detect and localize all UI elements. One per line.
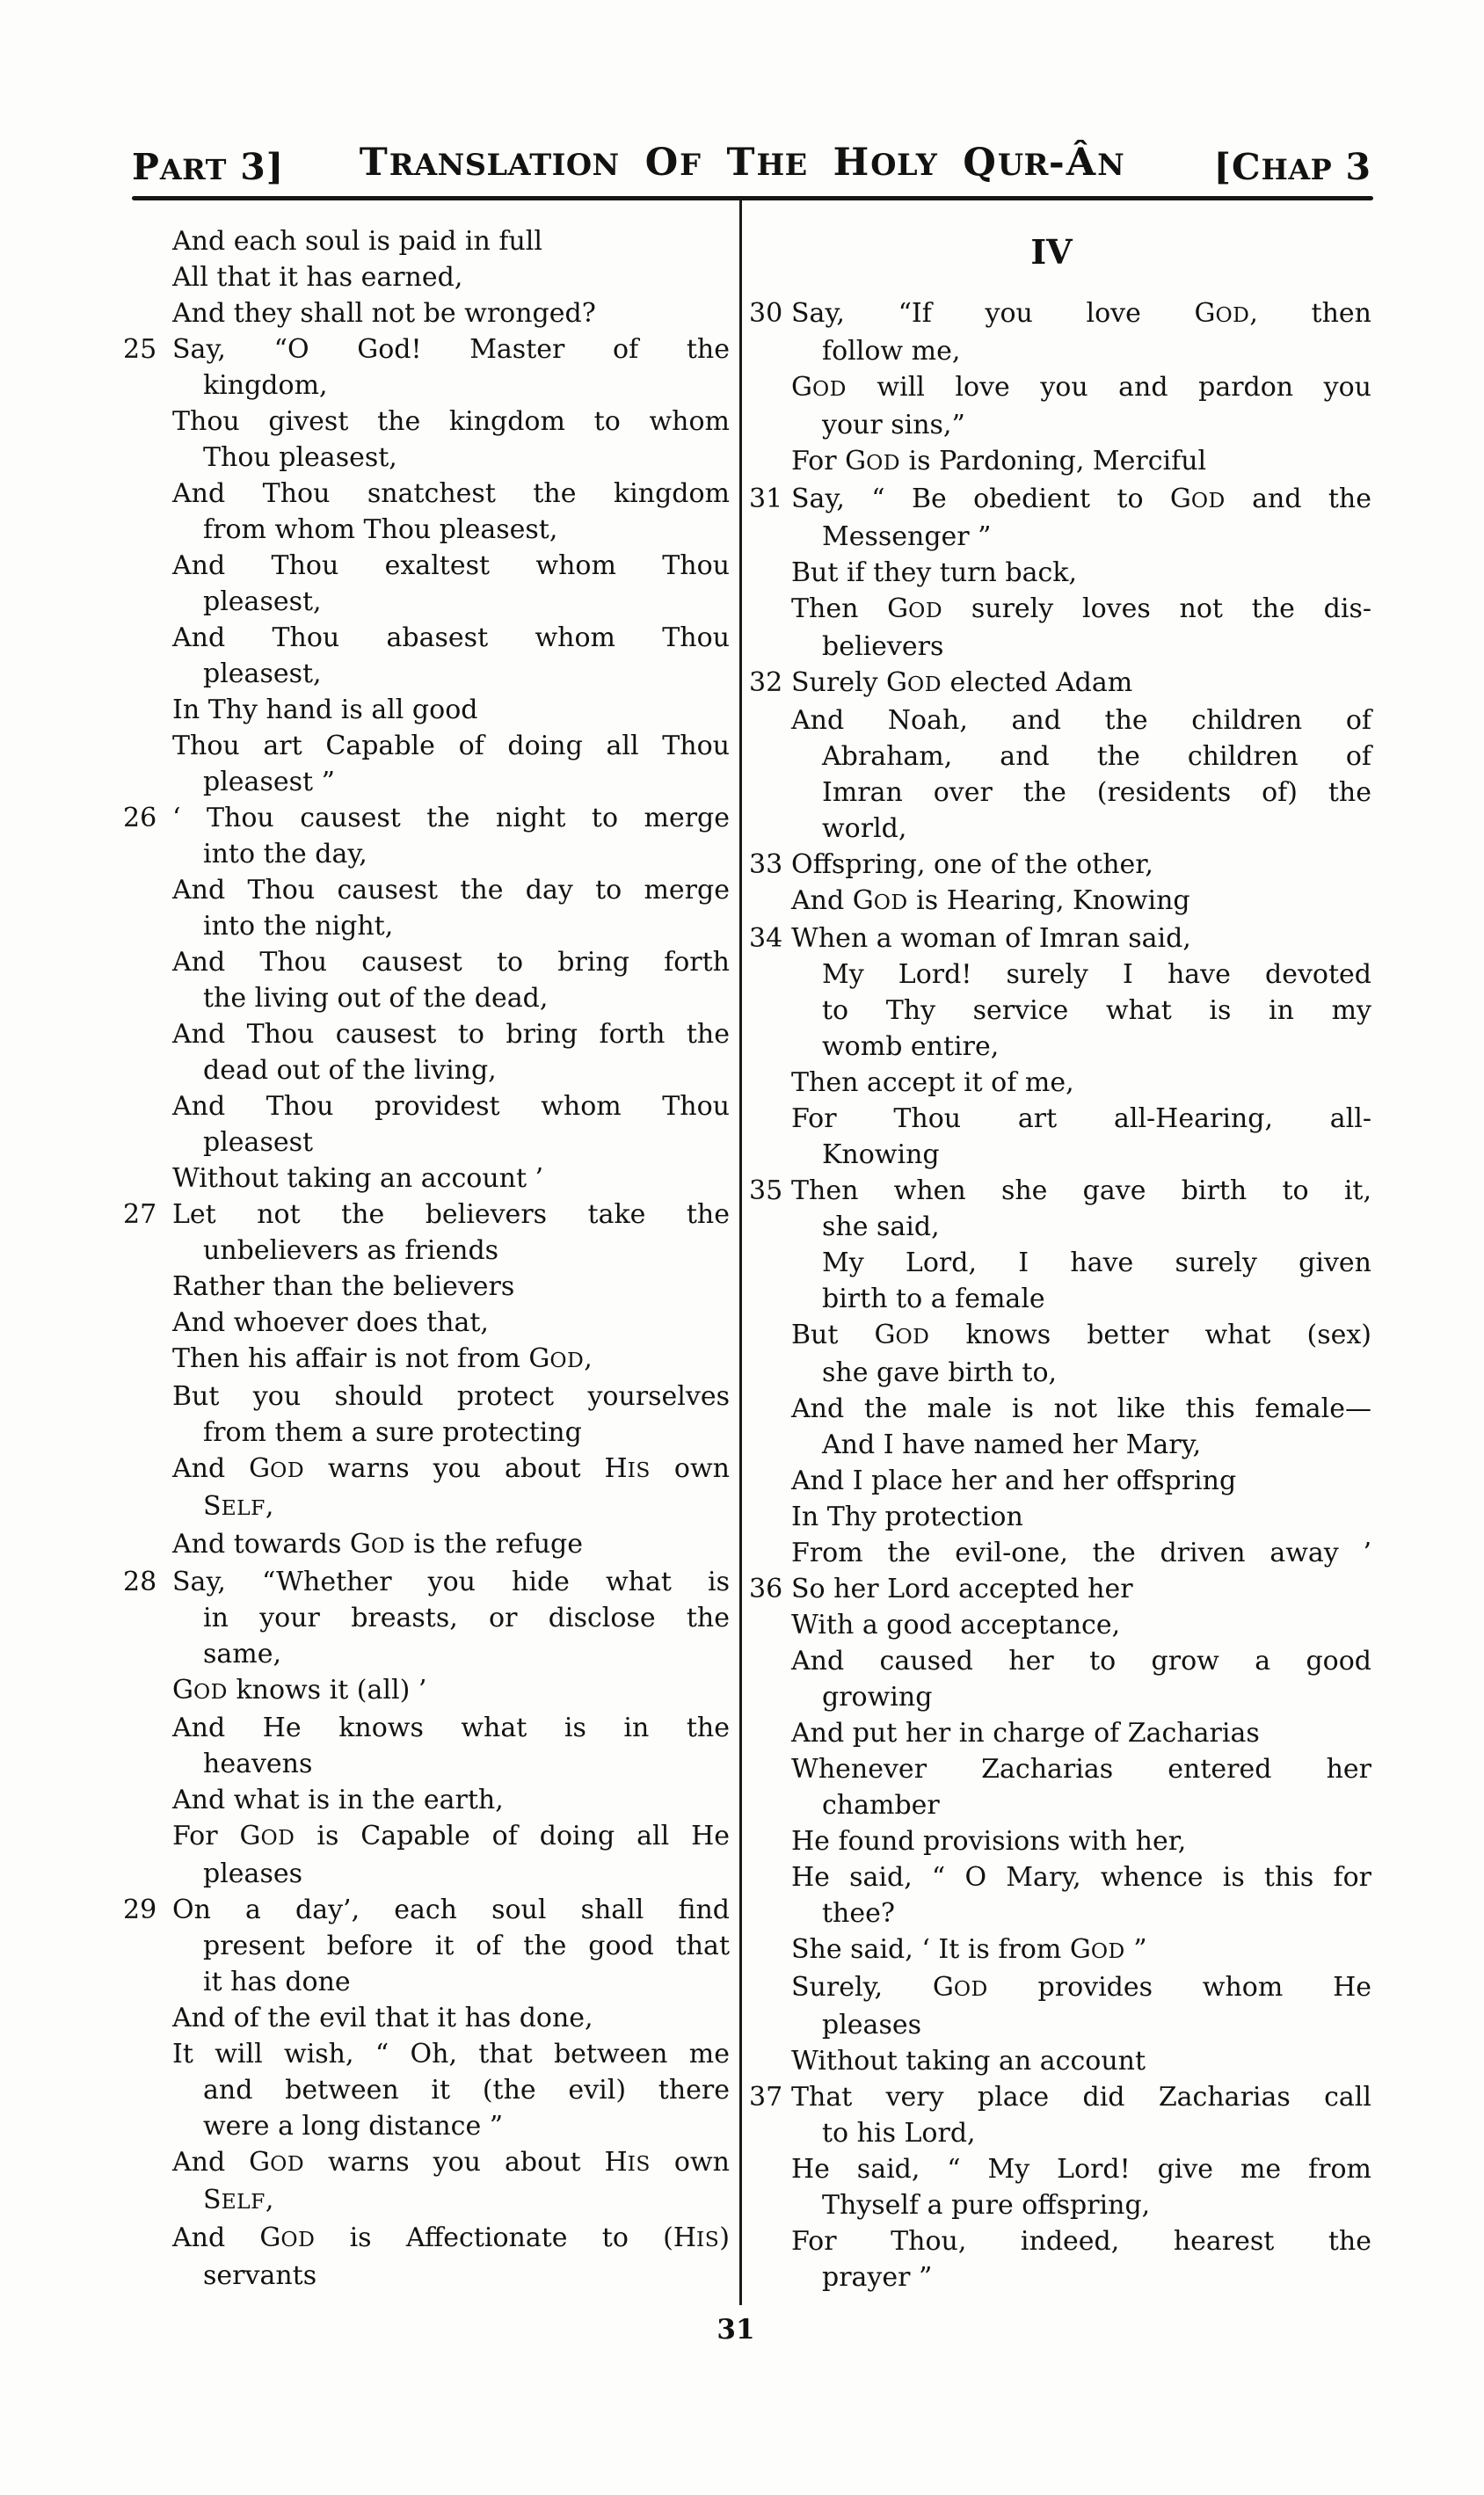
verse-text: My Lord! surely I have devoted: [822, 959, 1371, 990]
verse-text: GOD knows it (all) ’: [172, 1675, 427, 1706]
verse-text: Imran over the (residents of) the: [822, 777, 1371, 808]
page-title: TRANSLATION OF THE HOLY QUR-ÂN: [359, 141, 1125, 185]
verse-text: My Lord, I have surely given: [822, 1248, 1371, 1278]
verse-line: [123, 692, 730, 728]
verse-line: [749, 1679, 1371, 1715]
verse-text: And of the evil that it has done,: [172, 2003, 593, 2033]
verse-text: And Thou causest to bring forth: [172, 947, 730, 978]
verse-line: [749, 555, 1371, 591]
verse-line: [749, 883, 1371, 920]
running-head: [0, 141, 1484, 193]
verse-line: [749, 1751, 1371, 1787]
verse-line: [123, 1746, 730, 1782]
verse-number: 26: [123, 803, 157, 833]
verse-line: [123, 2182, 730, 2220]
verse-line: [123, 1305, 730, 1341]
verse-line: [123, 1818, 730, 1856]
verse-line: [749, 1137, 1371, 1173]
verse-line: [123, 1782, 730, 1818]
verse-line: [123, 764, 730, 800]
verse-line: [749, 1029, 1371, 1065]
verse-text: And put her in charge of Zacharias: [791, 1718, 1260, 1749]
verse-text: He said, “ My Lord! give me from: [791, 2154, 1371, 2185]
verse-line: [123, 656, 730, 692]
verse-line: [749, 2187, 1371, 2223]
verse-number: 33: [749, 849, 783, 880]
verse-text: And they shall not be wronged?: [172, 298, 596, 329]
verse-text: And the male is not like this female—: [791, 1393, 1371, 1424]
verse-line: [123, 295, 730, 331]
verse-line: [123, 2108, 730, 2144]
verse-text: pleasest,: [203, 658, 322, 689]
verse-text: All that it has earned,: [172, 262, 463, 293]
verse-text: Then his affair is not from GOD,: [172, 1343, 593, 1374]
verse-line: [123, 1451, 730, 1488]
verse-line: [749, 738, 1371, 775]
verse-text: And each soul is paid in full: [172, 226, 542, 257]
verse-line: [123, 1233, 730, 1269]
verse-line: [123, 223, 730, 259]
verse-line: [123, 1672, 730, 1710]
verse-line: [749, 2223, 1371, 2259]
verse-line: [749, 2259, 1371, 2295]
verse-text: Say, “O God! Master of the: [172, 334, 730, 365]
verse-text: present before it of the good that: [203, 1931, 730, 1961]
verse-line: [123, 1892, 730, 1928]
verse-line: [123, 1600, 730, 1636]
verse-number: 31: [749, 484, 783, 514]
verse-line: [123, 1088, 730, 1124]
right-column: [749, 223, 1371, 2295]
verse-text: But you should protect yourselves: [172, 1381, 730, 1412]
verse-line: [123, 1526, 730, 1564]
verse-text: Say, “Whether you hide what is: [172, 1567, 730, 1597]
verse-text: But if they turn back,: [791, 557, 1077, 588]
verse-line: [123, 800, 730, 836]
verse-line: [123, 1052, 730, 1088]
verse-text: With a good acceptance,: [791, 1610, 1121, 1640]
verse-line: [123, 331, 730, 367]
verse-text: And GOD is Hearing, Knowing: [791, 885, 1190, 916]
verse-line: [749, 295, 1371, 333]
chapter-label: [CHAP 3: [1213, 146, 1371, 188]
verse-text: in your breasts, or disclose the: [203, 1603, 730, 1633]
verse-text: pleasest ”: [203, 767, 335, 797]
verse-text: For GOD is Pardoning, Merciful: [791, 446, 1207, 476]
verse-text: Then accept it of me,: [791, 1067, 1074, 1098]
verse-text: servants: [203, 2260, 317, 2291]
verse-text: ‘ Thou causest the night to merge: [172, 803, 730, 833]
verse-line: [749, 1607, 1371, 1643]
verse-line: [123, 1341, 730, 1378]
verse-number: 27: [123, 1199, 157, 1230]
verse-text: she said,: [822, 1211, 940, 1242]
verse-line: [123, 944, 730, 980]
verse-text: In Thy hand is all good: [172, 695, 478, 725]
verse-text: Surely GOD elected Adam: [791, 667, 1133, 698]
verse-text: growing: [822, 1682, 933, 1713]
verse-line: [749, 1391, 1371, 1427]
verse-line: [749, 702, 1371, 738]
verse-line: [749, 1535, 1371, 1571]
verse-text: prayer ”: [822, 2262, 933, 2293]
verse-line: [123, 872, 730, 908]
verse-line: [123, 620, 730, 656]
verse-line: [749, 1209, 1371, 1245]
verse-line: [749, 1173, 1371, 1209]
part-label: PART 3]: [132, 146, 285, 188]
verse-text: Offspring, one of the other,: [791, 849, 1153, 880]
verse-line: [749, 1643, 1371, 1679]
page-number: 31: [717, 2314, 755, 2346]
verse-line: [123, 1197, 730, 1233]
column-divider: [739, 200, 742, 2305]
verse-text: And GOD warns you about HIS own: [172, 1453, 730, 1484]
verse-number: 29: [123, 1895, 157, 1925]
verse-text: from whom Thou pleasest,: [203, 514, 558, 545]
verse-number: 30: [749, 298, 783, 329]
verse-text: For Thou art all-Hearing, all-: [791, 1103, 1371, 1134]
verse-line: [749, 920, 1371, 957]
verse-number: 35: [749, 1175, 783, 1206]
verse-text: SELF,: [203, 1491, 274, 1522]
verse-text: Let not the believers take the: [172, 1199, 730, 1230]
verse-line: [749, 519, 1371, 555]
verse-line: [749, 1101, 1371, 1137]
verse-line: [123, 980, 730, 1016]
verse-line: [123, 476, 730, 512]
verse-text: heavens: [203, 1749, 313, 1779]
verse-text: When a woman of Imran said,: [791, 923, 1191, 954]
verse-line: [749, 993, 1371, 1029]
verse-line: [749, 591, 1371, 629]
verse-text: Knowing: [822, 1139, 940, 1170]
verse-text: She said, ‘ It is from GOD ”: [791, 1934, 1147, 1965]
verse-line: [123, 548, 730, 584]
section-heading: IV: [1030, 232, 1073, 272]
verse-line: [749, 1281, 1371, 1317]
verse-line: [749, 957, 1371, 993]
verse-text: Say, “ Be obedient to GOD and the: [791, 484, 1371, 514]
verse-line: [123, 1124, 730, 1160]
verse-line: [749, 1463, 1371, 1499]
verse-text: Thou art Capable of doing all Thou: [172, 731, 730, 761]
verse-text: SELF,: [203, 2185, 274, 2215]
verse-text: Messenger ”: [822, 521, 992, 552]
verse-line: [123, 512, 730, 548]
verse-text: Whenever Zacharias entered her: [791, 1754, 1371, 1785]
verse-line: [123, 1415, 730, 1451]
header-rule: [132, 196, 1373, 200]
verse-line: [749, 1969, 1371, 2007]
verse-line: [123, 2144, 730, 2182]
verse-line: [123, 1564, 730, 1600]
verse-text: But GOD knows better what (sex): [791, 1320, 1371, 1350]
verse-text: Without taking an account: [791, 2046, 1146, 2077]
verse-line: [749, 1355, 1371, 1391]
verse-text: unbelievers as friends: [203, 1235, 499, 1266]
verse-text: and between it (the evil) there: [203, 2075, 730, 2106]
verse-text: your sins,”: [822, 410, 965, 440]
verse-text: womb entire,: [822, 1031, 1000, 1062]
verse-line: [123, 440, 730, 476]
verse-line: [123, 2072, 730, 2108]
verse-line: [749, 481, 1371, 519]
verse-line: [749, 1499, 1371, 1535]
verse-line: [123, 1160, 730, 1197]
verse-line: [749, 2043, 1371, 2079]
verse-line: [123, 1856, 730, 1892]
verse-text: into the day,: [203, 839, 367, 869]
verse-line: [123, 908, 730, 944]
verse-text: Then when she gave birth to it,: [791, 1175, 1371, 1206]
verse-text: And Thou providest whom Thou: [172, 1091, 730, 1122]
verse-text: And caused her to grow a good: [791, 1646, 1371, 1677]
verse-line: [749, 2007, 1371, 2043]
verse-text: GOD will love you and pardon you: [791, 372, 1371, 403]
verse-text: Surely, GOD provides whom He: [791, 1972, 1371, 2003]
verse-number: 36: [749, 1574, 783, 1604]
verse-text: pleasest,: [203, 586, 322, 617]
verse-text: Abraham, and the children of: [822, 741, 1371, 772]
verse-line: [749, 1245, 1371, 1281]
verse-number: 25: [123, 334, 157, 365]
verse-number: 34: [749, 923, 783, 954]
verse-text: On a day’, each soul shall find: [172, 1895, 730, 1925]
verse-text: And Thou causest to bring forth the: [172, 1019, 730, 1050]
verse-text: believers: [822, 631, 944, 662]
verse-line: [123, 1016, 730, 1052]
verse-text: she gave birth to,: [822, 1357, 1058, 1388]
verse-text: pleases: [203, 1859, 302, 1889]
verse-text: And I place her and her offspring: [791, 1466, 1237, 1496]
verse-line: [749, 1859, 1371, 1895]
verse-line: [749, 2079, 1371, 2115]
left-column: [123, 223, 730, 2294]
verse-text: Thou pleasest,: [203, 442, 397, 473]
verse-line: [749, 407, 1371, 443]
verse-text: Thou givest the kingdom to whom: [172, 406, 730, 437]
verse-text: were a long distance ”: [203, 2111, 504, 2142]
verse-line: [123, 1636, 730, 1672]
verse-line: [749, 1317, 1371, 1355]
verse-line: [749, 1715, 1371, 1751]
verse-text: And Thou causest the day to merge: [172, 875, 730, 906]
verse-text: to Thy service what is in my: [822, 995, 1371, 1026]
verse-text: kingdom,: [203, 370, 328, 401]
verse-text: For Thou, indeed, hearest the: [791, 2226, 1371, 2257]
verse-line: [123, 2036, 730, 2072]
verse-line: [749, 847, 1371, 883]
verse-line: [123, 1378, 730, 1415]
verse-line: [123, 2220, 730, 2258]
verse-line: [749, 1895, 1371, 1931]
verse-text: That very place did Zacharias call: [791, 2082, 1371, 2113]
verse-line: [749, 811, 1371, 847]
verse-text: For GOD is Capable of doing all He: [172, 1821, 731, 1851]
verse-text: And Noah, and the children of: [791, 705, 1371, 736]
verse-line: [749, 775, 1371, 811]
verse-text: And Thou snatchest the kingdom: [172, 478, 730, 509]
verse-text: follow me,: [822, 336, 961, 367]
verse-text: thee?: [822, 1898, 895, 1929]
verse-line: [123, 1964, 730, 2000]
verse-line: [749, 665, 1371, 702]
verse-number: 28: [123, 1567, 157, 1597]
verse-text: So her Lord accepted her: [791, 1574, 1133, 1604]
verse-line: [749, 1931, 1371, 1969]
verse-line: [123, 1928, 730, 1964]
verse-line: [123, 584, 730, 620]
verse-line: [749, 443, 1371, 481]
verse-text: From the evil-one, the driven away ’: [791, 1538, 1371, 1568]
verse-number: 37: [749, 2082, 783, 2113]
verse-text: from them a sure protecting: [203, 1417, 582, 1448]
verse-text: And towards GOD is the refuge: [172, 1529, 584, 1560]
verse-line: [123, 2000, 730, 2036]
verse-text: Say, “If you love GOD, then: [791, 298, 1371, 329]
verse-line: [749, 1427, 1371, 1463]
verse-text: the living out of the dead,: [203, 983, 549, 1014]
verse-text: And GOD is Affectionate to (HIS): [172, 2222, 730, 2253]
verse-line: [123, 1269, 730, 1305]
verse-line: [749, 1065, 1371, 1101]
verse-text: world,: [822, 813, 907, 844]
verse-line: [123, 728, 730, 764]
verse-text: It will wish, “ Oh, that between me: [172, 2039, 730, 2069]
verse-text: And Thou exaltest whom Thou: [172, 550, 730, 581]
verse-text: dead out of the living,: [203, 1055, 497, 1086]
verse-text: Then GOD surely loves not the dis-: [791, 593, 1371, 624]
verse-line: [749, 1823, 1371, 1859]
verse-line: [749, 629, 1371, 665]
verse-text: birth to a female: [822, 1284, 1045, 1314]
verse-text: it has done: [203, 1967, 351, 1997]
verse-line: [123, 367, 730, 404]
verse-text: And what is in the earth,: [172, 1785, 504, 1815]
verse-text: Thyself a pure offspring,: [822, 2190, 1151, 2221]
verse-text: same,: [203, 1639, 282, 1669]
verse-text: And whoever does that,: [172, 1307, 489, 1338]
verse-text: to his Lord,: [822, 2118, 976, 2149]
verse-line: [123, 836, 730, 872]
verse-text: pleasest: [203, 1127, 314, 1158]
verse-text: And GOD warns you about HIS own: [172, 2147, 730, 2178]
verse-text: And I have named her Mary,: [822, 1429, 1202, 1460]
verse-text: In Thy protection: [791, 1502, 1023, 1532]
verse-text: He said, “ O Mary, whence is this for: [791, 1862, 1371, 1893]
verse-line: [123, 1488, 730, 1526]
verse-line: [749, 1571, 1371, 1607]
verse-text: He found provisions with her,: [791, 1826, 1187, 1857]
verse-line: [749, 369, 1371, 407]
verse-text: And He knows what is in the: [172, 1713, 730, 1743]
verse-text: chamber: [822, 1790, 940, 1821]
verse-line: [123, 2258, 730, 2294]
verse-number: 32: [749, 667, 783, 698]
verse-text: Without taking an account ’: [172, 1163, 544, 1194]
verse-text: pleases: [822, 2010, 921, 2040]
verse-line: [749, 333, 1371, 369]
verse-line: [749, 1787, 1371, 1823]
verse-text: Rather than the believers: [172, 1271, 515, 1302]
verse-line: [749, 2151, 1371, 2187]
verse-text: And Thou abasest whom Thou: [172, 622, 730, 653]
verse-line: [123, 404, 730, 440]
verse-line: [123, 1710, 730, 1746]
verse-line: [123, 259, 730, 295]
verse-line: [749, 2115, 1371, 2151]
verse-text: into the night,: [203, 911, 394, 942]
